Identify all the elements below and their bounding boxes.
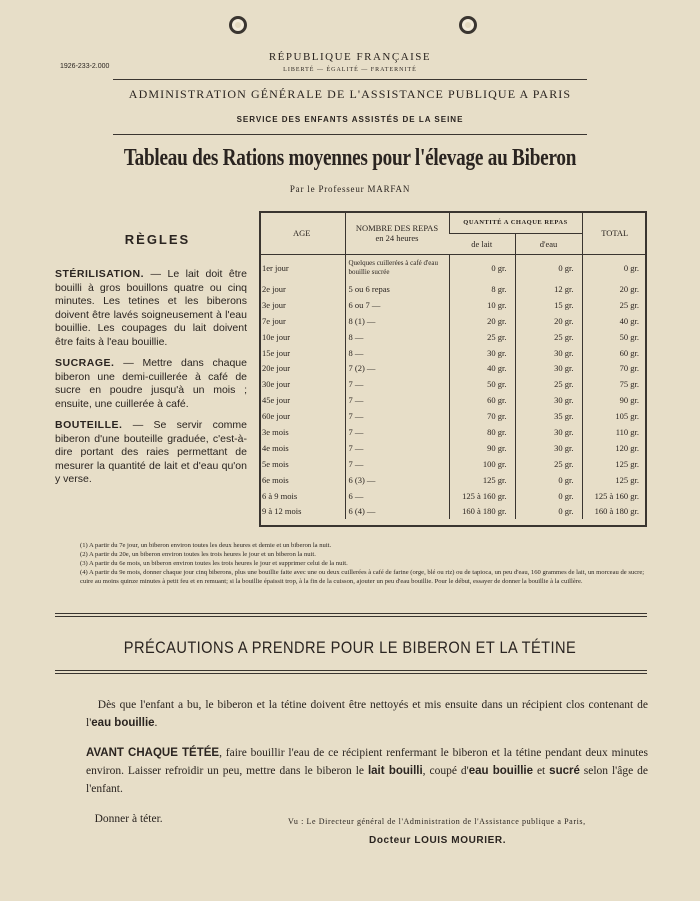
cell-age: 15e jour — [262, 347, 291, 358]
precautions-title: PRÉCAUTIONS A PRENDRE POUR LE BIBERON ET LA TÉTINE — [123, 638, 577, 657]
cell-lait: 125 gr. — [449, 472, 515, 488]
cell-lait: 50 gr. — [449, 376, 515, 392]
cell-eau: 12 gr. — [515, 281, 582, 297]
rule-bouteille: BOUTEILLE. — Se servir comme biberon d'une bouteille graduée, c'est-à-dire portant des raies permettant de mesurer la quantité de lait et d'eau qu'on y verse. — [55, 419, 247, 485]
cell-lait: 125 à 160 gr. — [449, 488, 515, 504]
cell-eau: 30 gr. — [515, 392, 582, 408]
cell-total: 40 gr. — [582, 313, 647, 329]
table-row — [259, 313, 647, 329]
cell-repas: 6 (3) — — [345, 472, 449, 488]
section-divider — [55, 613, 647, 617]
header-total: TOTAL — [582, 211, 647, 255]
cell-age: 6e mois — [262, 474, 289, 485]
cell-total: 60 gr. — [582, 345, 647, 361]
cell-total: 110 gr. — [582, 424, 647, 440]
table-row — [259, 297, 647, 313]
cell-lait: 0 gr. — [449, 255, 515, 282]
footnotes — [80, 541, 650, 586]
cell-lait: 100 gr. — [449, 456, 515, 472]
table-row — [259, 345, 647, 361]
service-rule — [113, 134, 587, 135]
cell-age: 5e mois — [262, 458, 289, 469]
cell-total: 0 gr. — [582, 255, 647, 282]
author-line: Par le Professeur MARFAN — [289, 184, 411, 194]
cell-eau: 25 gr. — [515, 376, 582, 392]
header-lait: de lait — [449, 234, 515, 255]
table-row — [259, 281, 647, 297]
print-reference: 1926-233-2.000 — [60, 63, 110, 70]
paragraph: Donner à téter. — [94, 813, 163, 825]
table-row — [259, 329, 647, 345]
paragraph: Dès que l'enfant a bu, le biberon et la tétine doivent être nettoyés et mis ensuite dans un récipient clos contenant de l'eau bouillie. — [86, 699, 649, 729]
cell-total: 75 gr. — [582, 376, 647, 392]
cell-repas: 8 (1) — — [345, 313, 449, 329]
cell-total: 160 à 180 gr. — [582, 503, 647, 519]
header-rule — [113, 79, 587, 80]
cell-eau: 30 gr. — [515, 440, 582, 456]
cell-repas: 6 — — [345, 488, 449, 504]
regles-title: RÈGLES — [124, 232, 191, 247]
regles-text — [55, 268, 247, 495]
table-row — [259, 503, 647, 519]
cell-eau: 25 gr. — [515, 329, 582, 345]
cell-total: 105 gr. — [582, 408, 647, 424]
republic-heading: RÉPUBLIQUE FRANÇAISE — [268, 51, 432, 63]
punch-hole-right — [459, 16, 477, 34]
cell-eau: 0 gr. — [515, 255, 582, 282]
cell-lait: 10 gr. — [449, 297, 515, 313]
footnote: (4) A partir du 9e mois, donner chaque jour cinq biberons, plus une bouillie faite avec une ou deux cuillerées à café de farine (orge, blé ou riz) ou de tapioca, un peu d'eau, 160 grammes de lait, un morceau de sucre; cuire au moins quinze minutes à petit feu et en remuant; si la bouillie épaissit trop, à la fin de la cuisson, ajouter un peu d'eau bouillie. Pour le début, essayer de donner la bouillie à la cuillère. — [80, 569, 645, 585]
cell-lait: 8 gr. — [449, 281, 515, 297]
cell-age: 3e jour — [262, 299, 286, 310]
cell-lait: 25 gr. — [449, 329, 515, 345]
cell-repas: 5 ou 6 repas — [345, 281, 449, 297]
table-row — [259, 472, 647, 488]
footnote: (3) A partir du 6e mois, un biberon environ toutes les trois heures le jour et supprimer celui de la nuit. — [80, 560, 348, 567]
cell-repas: 7 — — [345, 376, 449, 392]
cell-repas: 7 — — [345, 440, 449, 456]
cell-repas: 7 (2) — — [345, 360, 449, 376]
rule-sucrage: SUCRAGE. — Mettre dans chaque biberon une demi-cuillerée à café de sucre en poudre jusqu'à un mois ; ensuite, une cuillerée à café. — [55, 357, 247, 410]
cell-eau: 30 gr. — [515, 424, 582, 440]
cell-age: 30e jour — [262, 379, 291, 390]
cell-age: 4e mois — [262, 442, 289, 453]
cell-eau: 0 gr. — [515, 503, 582, 519]
cell-repas: 7 — — [345, 408, 449, 424]
cell-total: 50 gr. — [582, 329, 647, 345]
cell-total: 25 gr. — [582, 297, 647, 313]
administration-heading: ADMINISTRATION GÉNÉRALE DE L'ASSISTANCE PUBLIQUE A PARIS — [128, 87, 572, 101]
paragraph: AVANT CHAQUE TÉTÉE, faire bouillir l'eau de ce récipient renfermant le biberon et la tétine pendant deux minutes environ. Laisser refroidir un peu, mettre dans le biberon le lait bouilli, coupé d'eau bouillie et sucré selon l'âge de l'enfant. — [86, 747, 648, 795]
cell-lait: 30 gr. — [449, 345, 515, 361]
cell-repas: 7 — — [345, 456, 449, 472]
cell-age: 1er jour — [259, 255, 345, 282]
cell-repas: 8 — — [345, 345, 449, 361]
cell-lait: 80 gr. — [449, 424, 515, 440]
cell-eau: 30 gr. — [515, 345, 582, 361]
table-row — [259, 440, 647, 456]
cell-age: 60e jour — [262, 411, 291, 422]
cell-eau: 35 gr. — [515, 408, 582, 424]
cell-total: 90 gr. — [582, 392, 647, 408]
cell-eau: 20 gr. — [515, 313, 582, 329]
header-eau: d'eau — [515, 234, 582, 255]
table-row — [259, 360, 647, 376]
cell-lait: 40 gr. — [449, 360, 515, 376]
cell-repas: 8 — — [345, 329, 449, 345]
cell-lait: 160 à 180 gr. — [449, 503, 515, 519]
table-row — [259, 408, 647, 424]
cell-age: 7e jour — [262, 315, 286, 326]
rule-sterilisation: STÉRILISATION. — Le lait doit être bouilli à gros bouillons quatre ou cinq minutes. Les tetines et les biberons doivent être lavés soigneusement à l'eau bouillie. Les coupages du lait doivent être faits à l'eau bouillie. — [55, 268, 247, 348]
rations-table — [259, 211, 647, 519]
cell-age: 6 à 9 mois — [262, 490, 298, 501]
cell-age: 10e jour — [262, 331, 291, 342]
punch-hole-left — [229, 16, 247, 34]
cell-total: 125 gr. — [582, 472, 647, 488]
cell-eau: 30 gr. — [515, 360, 582, 376]
cell-total: 125 à 160 gr. — [582, 488, 647, 504]
cell-lait: 20 gr. — [449, 313, 515, 329]
cell-age: 3e mois — [262, 426, 289, 437]
approval-line: Vu : Le Directeur général de l'Administration de l'Assistance publique a Paris, — [288, 817, 586, 826]
header-repas: NOMBRE DES REPAS en 24 heures — [345, 211, 449, 255]
table-row — [259, 456, 647, 472]
table-row — [259, 424, 647, 440]
cell-eau: 0 gr. — [515, 488, 582, 504]
cell-total: 20 gr. — [582, 281, 647, 297]
cell-eau: 15 gr. — [515, 297, 582, 313]
cell-repas: 6 (4) — — [345, 503, 449, 519]
table-row — [259, 488, 647, 504]
footnote: (2) A partir du 20e, un biberon environ toutes les trois heures le jour et un biberon la nuit. — [80, 551, 316, 558]
cell-total: 125 gr. — [582, 456, 647, 472]
cell-lait: 70 gr. — [449, 408, 515, 424]
section-divider — [55, 670, 647, 674]
cell-repas: Quelques cuillerées à café d'eau bouillie sucrée — [345, 255, 449, 282]
cell-total: 120 gr. — [582, 440, 647, 456]
cell-lait: 90 gr. — [449, 440, 515, 456]
service-heading: SERVICE DES ENFANTS ASSISTÉS DE LA SEINE — [236, 115, 464, 124]
header-quantite: QUANTITÉ A CHAQUE REPAS — [449, 211, 582, 234]
page-title: Tableau des Rations moyennes pour l'élevage au Biberon — [123, 145, 577, 171]
cell-repas: 6 ou 7 — — [345, 297, 449, 313]
cell-repas: 7 — — [345, 424, 449, 440]
signatory: Docteur LOUIS MOURIER. — [369, 835, 507, 846]
cell-eau: 0 gr. — [515, 472, 582, 488]
cell-age: 20e jour — [262, 363, 291, 374]
devise: LIBERTÉ — ÉGALITÉ — FRATERNITÉ — [283, 67, 417, 73]
table-row — [259, 376, 647, 392]
table-row — [259, 255, 647, 282]
header-age: AGE — [293, 227, 311, 238]
cell-repas: 7 — — [345, 392, 449, 408]
cell-total: 70 gr. — [582, 360, 647, 376]
cell-age: 9 à 12 mois — [262, 506, 302, 517]
cell-lait: 60 gr. — [449, 392, 515, 408]
table-row — [259, 392, 647, 408]
footnote: (1) A partir du 7e jour, un biberon environ toutes les deux heures et demie et un biberon la nuit. — [80, 542, 332, 549]
cell-age: 2e jour — [262, 283, 286, 294]
cell-age: 45e jour — [262, 395, 291, 406]
cell-eau: 25 gr. — [515, 456, 582, 472]
